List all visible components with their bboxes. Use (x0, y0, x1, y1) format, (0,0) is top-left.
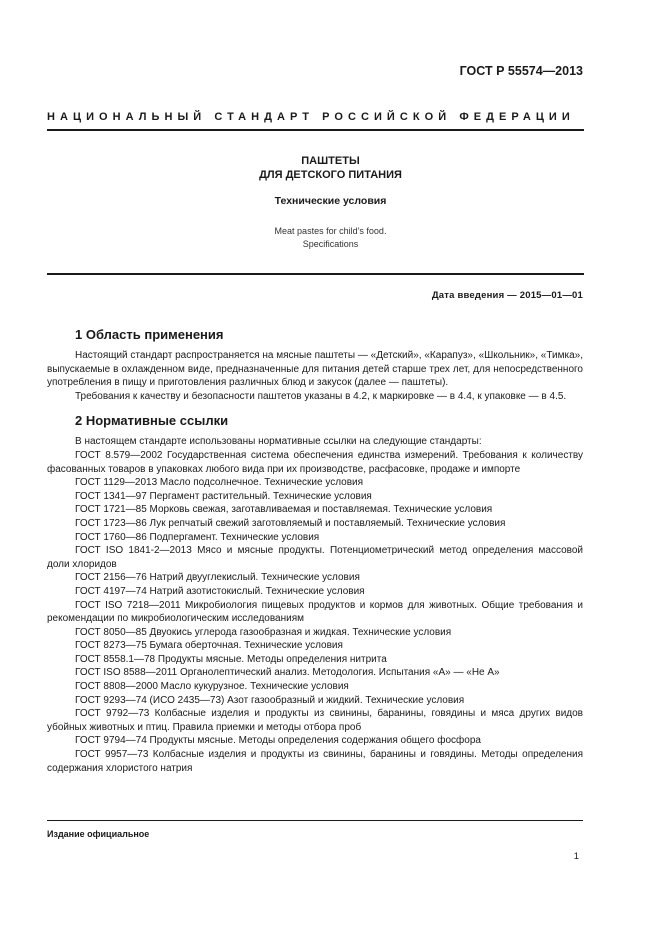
national-standard-banner: НАЦИОНАЛЬНЫЙ СТАНДАРТ РОССИЙСКОЙ ФЕДЕРАЦИИ (47, 111, 575, 123)
reference-item: ГОСТ 2156—76 Натрий двууглекислый. Технические условия (75, 572, 360, 584)
title-line-2: ДЛЯ ДЕТСКОГО ПИТАНИЯ (259, 169, 402, 181)
reference-intro: В настоящем стандарте использованы нормативные ссылки на следующие стандарты: (75, 436, 482, 448)
subtitle: Технические условия (274, 195, 387, 207)
introduction-date: Дата введения — 2015—01—01 (431, 290, 583, 301)
title-rule (47, 273, 584, 275)
document-code: ГОСТ Р 55574—2013 (459, 64, 583, 78)
reference-item: ГОСТ 9794—74 Продукты мясные. Методы определения содержания общего фосфора (75, 735, 481, 747)
reference-item: ГОСТ 8273—75 Бумага оберточная. Технические условия (75, 640, 343, 652)
section-1-heading: 1 Область применения (75, 327, 224, 342)
reference-item: ГОСТ 8050—85 Двуокись углерода газообразная и жидкая. Технические условия (75, 626, 452, 638)
reference-item: ГОСТ 8558.1—78 Продукты мясные. Методы определения нитрита (75, 653, 387, 665)
reference-item: ГОСТ 9957—73 Колбасные изделия и продукты из свинины, баранины и говядины. Методы определения содержания хлористого натрия (47, 749, 583, 774)
header-rule (47, 129, 584, 131)
reference-item: ГОСТ 1721—85 Морковь свежая, заготавливаемая и поставляемая. Технические условия (75, 504, 493, 516)
footer-rule (47, 820, 583, 821)
english-title (0, 225, 661, 251)
reference-item: ГОСТ 8808—2000 Масло кукурузное. Технические условия (75, 681, 349, 693)
section-2-heading: 2 Нормативные ссылки (75, 413, 229, 429)
official-edition-label: Издание официальное (47, 829, 150, 839)
document-body (47, 327, 583, 775)
reference-item: ГОСТ 4197—74 Натрий азотистокислый. Технические условия (75, 585, 365, 597)
reference-item: ГОСТ ISO 8588—2011 Органолептический анализ. Методология. Испытания «А» — «Не А» (75, 667, 500, 679)
section-1-paragraph: Требования к качеству и безопасности паштетов указаны в 4.2, к маркировке — в 4.4, к упаковке — в 4.5. (75, 390, 567, 402)
english-title-line-1: Meat pastes for child’s food. (274, 226, 387, 236)
reference-item: ГОСТ 8.579—2002 Государственная система обеспечения единства измерений. Требования к количеству фасованных товаров в упаковках любого вида при их производстве, расфасовке, продаже и импорте (47, 449, 583, 475)
reference-item: ГОСТ 9293—74 (ИСО 2435—73) Азот газообразный и жидкий. Технические условия (75, 694, 465, 706)
reference-item: ГОСТ 9792—73 Колбасные изделия и продукты из свинины, баранины, говядины и мяса других видов убойных животных и птиц. Правила приемки и методы отбора проб (47, 708, 583, 733)
page-number: 1 (573, 851, 579, 862)
reference-item: ГОСТ 1341—97 Пергамент растительный. Технические условия (75, 490, 372, 502)
reference-item: ГОСТ 1129—2013 Масло подсолнечное. Технические условия (75, 477, 364, 489)
reference-item: ГОСТ 1760—86 Подпергамент. Технические условия (75, 531, 320, 543)
reference-item: ГОСТ ISO 1841-2—2013 Мясо и мясные продукты. Потенциометрический метод определения массовой доли хлоридов (47, 545, 583, 570)
reference-item: ГОСТ ISO 7218—2011 Микробиология пищевых продуктов и кормов для животных. Общие требования и рекомендации по микробиологическим исследованиям (47, 599, 583, 625)
reference-item: ГОСТ 1723—86 Лук репчатый свежий заготовляемый и поставляемый. Технические условия (75, 517, 506, 529)
title-line-1: ПАШТЕТЫ (301, 155, 360, 167)
title-block (0, 154, 661, 251)
section-1-paragraph: Настоящий стандарт распространяется на мясные паштеты — «Детский», «Карапуз», «Школьник», «Тимка», выпускаемые в охлажденном виде, предназначенные для питания детей старше трех лет, для непосредственного употребления в пищу и приготовления различных блюд и закусок (далее — паштеты). (47, 350, 583, 389)
english-title-line-2: Specifications (302, 239, 359, 249)
